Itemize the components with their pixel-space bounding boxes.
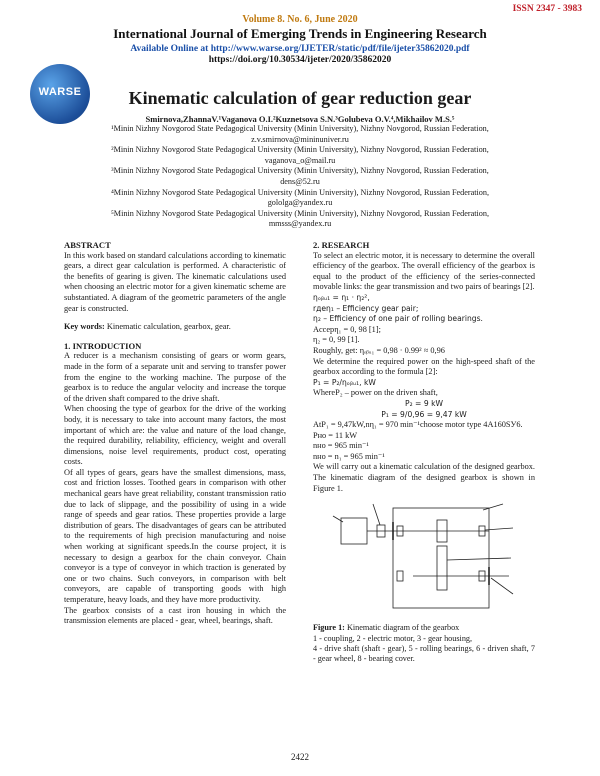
affiliation-text: ³Minin Nizhny Novgorod State Pedagogical University (Minin University), Nizhny Novgorod, Russian Federation, (111, 166, 489, 176)
gear-housing (393, 508, 489, 608)
nominal-power: Pно = 11 kW (313, 430, 358, 440)
affiliation-email: vaganova_o@mail.ru (264, 155, 336, 165)
affiliation-email: mmsss@yandex.ru (268, 219, 332, 229)
roughly-equation: Roughly, get: ηₒᵦᵤ₁ = 0,98 · 0.99² ≈ 0,96 (313, 345, 445, 355)
page-number: 2422 (291, 752, 309, 762)
bearing-3 (397, 571, 403, 581)
efficiency-def-2: η₂ – Efficiency of one pair of rolling bearings. (313, 314, 483, 324)
affiliation-email: z.v.smirnova@mininuniver.ru (251, 134, 349, 144)
figure-legend-1: 1 - coupling, 2 - electric motor, 3 - gear housing, (313, 633, 473, 643)
power-formula: P₁ = P₂/ηₒᵦᵤ₁, kW (313, 377, 376, 387)
online-link[interactable]: Available Online at http://www.warse.org/IJETER/static/pdf/file/ijeter35862020.pdf (130, 44, 470, 54)
research-heading: 2. RESEARCH (313, 240, 370, 250)
intro-heading: 1. INTRODUCTION (64, 340, 142, 351)
figure-caption (313, 623, 535, 633)
where-p2: WhereP₂ – power on the driven shaft, (313, 388, 438, 398)
nominal-speed-2: nно = n₁ = 965 min⁻¹ (313, 451, 385, 461)
affiliation-3 (80, 166, 520, 187)
affiliation-text: ⁵Minin Nizhny Novgorod State Pedagogical University (Minin University), Nizhny Novgorod, Russian Federation, (110, 208, 490, 218)
motor-choice: AtP₁ = 9,47kW,nη₁ = 970 min⁻¹choose motor type 4A160SУ6. (313, 420, 523, 430)
intro-paragraph: A reducer is a mechanism consisting of gears or worm gears, made in the form of a separate unit and serving to transfer power from the engine to the working machine. The purpose of the gearbox is to reduce the angular velocity and increase the torque of the driven shaft compared to the drive shaft. (64, 351, 286, 403)
electric-motor (341, 518, 367, 544)
intro-paragraph: Of all types of gears, gears have the smallest dimensions, mass, cost and friction losses. Toothed gears in comparison with other mechanical gears have great reliability, constant transmission ratio due to lack of slippage, and the possibility of using in a wide range of speeds and gear ratios. These properties provide a large distribution of gears. The disadvantages of gears can be attributed to the requirements of high precision manufacturing and noise when working at significant speeds.In the course project, it is necessary to design a gearbox for the chain conveyor. Chain conveyor is a type of conveyor in which traction is generated by one or two chains. Such conveyors, in comparison with belt conveyors, are capable of transporting goods with high temperature, heavy loads, and they have more productivity. (64, 467, 286, 604)
leader-line (333, 516, 343, 522)
abstract-text: In this work based on standard calculations according to kinematic gears, a direct gear calculation is performed. A characteristic of the benefits of gearing is given. The kinematic calculations used when choosing an electric motor for a given kinematic scheme are substantiated. A diagram of the geometric parameters of the angle gear is constructed. (64, 250, 286, 313)
affiliation-text: ⁴Minin Nizhny Novgorod State Pedagogical University (Minin University), Nizhny Novgorod, Russian Federation, (110, 187, 490, 197)
efficiency-equation: ηₒᵦᵤ₁ = η₁ · η₂², (313, 292, 370, 302)
right-column (313, 240, 535, 665)
efficiency-def-1: rдеη₁ – Efficiency gear pair; (313, 303, 419, 313)
keywords (64, 322, 286, 333)
leader-line (373, 504, 380, 525)
journal-title: International Journal of Emerging Trends in Engineering Research (113, 26, 487, 41)
p1-value: P₁ = 9/0,96 = 9,47 kW (381, 409, 467, 419)
leader-line (491, 578, 513, 594)
affiliation-5 (80, 209, 520, 230)
kinematic-diagram (313, 498, 535, 623)
keywords-label: Key words: (64, 322, 105, 332)
keywords-text: Kinematic calculation, gearbox, gear. (104, 322, 231, 332)
affiliations (80, 124, 520, 230)
research-paragraph: To select an electric motor, it is necessary to determine the overall efficiency of the gearbox. The overall efficiency of the gearbox is equal to the product of the efficiency of the series-connected movable links: the gear transmission and two pairs of bearings [2]. (313, 250, 535, 292)
affiliation-2 (80, 145, 520, 166)
figure-legend-2: 4 - drive shaft (shaft - gear), 5 - rolling bearings, 6 - driven shaft, 7 - gear wheel, 8 - bearing cover. (313, 644, 535, 664)
affiliation-text: ¹Minin Nizhny Novgorod State Pedagogical University (Minin University), Nizhny Novgorod, Russian Federation, (111, 124, 489, 133)
figure-label: Figure 1: (313, 623, 345, 633)
intro-paragraph: The gearbox consists of a cast iron housing in which the transmission elements are placed - gear, wheel, bearings, shaft. (64, 605, 286, 626)
accept-value-2: η₂ = 0, 99 [1]. (313, 335, 360, 345)
journal-header (0, 14, 600, 65)
intro-paragraph: When choosing the type of gearbox for the drive of the working body, it is necessary to take into account many factors, the most important of which are: the value and nature of the load change, the required durability, reliability, efficiency, weight and overall dimensions, noise level requirements, product cost, operating costs. (64, 404, 286, 467)
affiliation-1 (80, 124, 520, 145)
affiliation-email: dens@52.ru (280, 176, 320, 186)
volume-info: Volume 8. No. 6, June 2020 (242, 14, 358, 25)
paper-title: Kinematic calculation of gear reduction gear (128, 88, 472, 108)
nominal-speed: nно = 965 min⁻¹ (313, 441, 369, 451)
affiliation-email: gololga@yandex.ru (267, 198, 333, 208)
abstract-heading: ABSTRACT (64, 240, 111, 250)
p2-value: P₂ = 9 kW (405, 398, 443, 408)
figure-title: Kinematic diagram of the gearbox (344, 623, 460, 633)
accept-value-1: Accepη₁ = 0, 98 [1]; (313, 324, 381, 334)
power-text: We determine the required power on the high-speed shaft of the gearbox according to the formula [2]: (313, 356, 535, 377)
kinematic-text: We will carry out a kinematic calculation of the designed gearbox. The kinematic diagram of the designed gearbox is shown in Figure 1. (313, 462, 535, 493)
affiliation-4 (80, 188, 520, 209)
doi-link[interactable]: https://doi.org/10.30534/ijeter/2020/35862020 (208, 55, 392, 65)
logo-text: WARSE (38, 86, 82, 98)
gear-wheel (437, 546, 447, 590)
author-list: Smirnova,ZhannaV.¹Vaganova O.I.²Kuznetsova S.N.³Golubeva O.V.⁴,Mikhailov M.S.⁵ (145, 114, 455, 124)
leader-line (447, 558, 511, 560)
left-column (64, 240, 286, 627)
kinematic-diagram-svg (313, 498, 535, 623)
leader-line (483, 504, 503, 510)
issn-label: ISSN 2347 - 3983 (512, 4, 582, 14)
affiliation-text: ²Minin Nizhny Novgorod State Pedagogical University (Minin University), Nizhny Novgorod, Russian Federation, (111, 145, 489, 155)
